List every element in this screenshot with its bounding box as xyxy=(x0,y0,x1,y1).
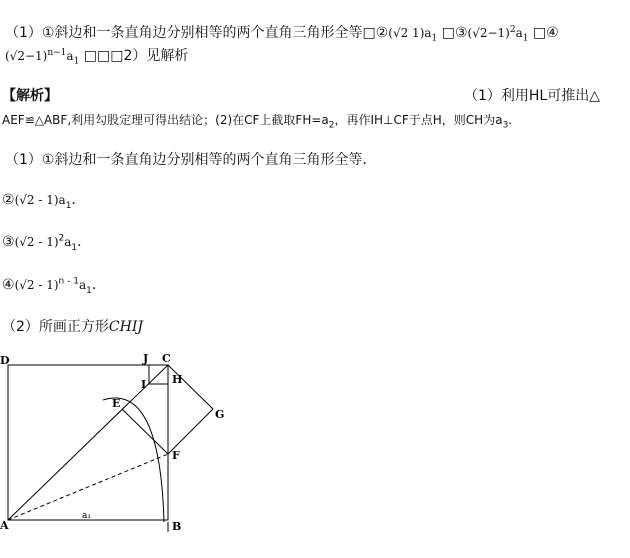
s3-sup: 2 xyxy=(58,233,65,244)
s4-sup: n - 1 xyxy=(58,276,79,287)
label-g: G xyxy=(215,408,225,421)
answer-item2 xyxy=(388,26,438,44)
item4-tail: a xyxy=(66,49,74,63)
answer-item3 xyxy=(467,25,529,44)
s5-name: CHIJ xyxy=(108,319,143,335)
s4-marker: ④ xyxy=(2,277,15,293)
item4-sup: n−1 xyxy=(47,48,67,58)
item2-marker: ② xyxy=(375,25,389,41)
geometry-figure xyxy=(0,352,240,552)
s3-end: ． xyxy=(77,234,92,250)
line-ef xyxy=(122,409,168,454)
solution-line-1: （1）①斜边和一条直角边分别相等的两个直角三角形全等． xyxy=(5,152,377,168)
item2-expr: (√2 1)a xyxy=(388,26,432,40)
s4-tail: a xyxy=(78,278,87,292)
analysis-text-a: AEF≌△ABF,利用勾股定理可得出结论；(2)在CF上截取FH=a xyxy=(2,113,329,127)
arc-centered-a xyxy=(103,398,164,522)
analysis-end: . xyxy=(508,113,513,127)
item4-marker: ④ xyxy=(546,25,559,41)
label-b: B xyxy=(172,520,182,533)
analysis-sub-a: 2 xyxy=(328,120,335,131)
answer-part1-label: （1） xyxy=(5,25,42,41)
answer-part2-label: 2）见解析 xyxy=(123,48,189,64)
s4-sub: 1 xyxy=(86,285,92,296)
s2-marker: ② xyxy=(2,192,15,208)
label-a1: a₁ xyxy=(82,511,91,521)
s5-prefix: （2）所画正方形 xyxy=(2,319,109,335)
solution-line-4 xyxy=(2,276,106,294)
line-gf xyxy=(168,409,213,454)
s3-expr: (√2 - 1) xyxy=(14,235,59,249)
analysis-right-text: （1）利用HL可推出△ xyxy=(464,88,601,104)
answer-item1: ①斜边和一条直角边分别相等的两个直角三角形全等 xyxy=(41,25,363,41)
label-e: E xyxy=(112,397,121,410)
s3-sub: 1 xyxy=(71,242,78,253)
item3-tail: a xyxy=(515,26,523,40)
box-glyph: □ xyxy=(441,25,455,41)
line-cg xyxy=(168,365,213,409)
analysis-sub-b: 3 xyxy=(502,120,509,131)
box-glyph: □ xyxy=(532,25,547,41)
box-glyph: □ xyxy=(83,48,97,64)
box-glyph: □ xyxy=(97,48,111,64)
s2-sub: 1 xyxy=(65,200,72,211)
answer-line-2 xyxy=(5,47,188,65)
answer-line-1 xyxy=(5,24,559,42)
item3-sup: 2 xyxy=(509,25,516,35)
item3-sub: 1 xyxy=(522,33,529,44)
solution-line-2 xyxy=(2,191,85,209)
s4-end: ． xyxy=(91,277,106,293)
item3-expr: (√2−1) xyxy=(467,26,510,40)
s2-end: ． xyxy=(71,192,86,208)
answer-item4 xyxy=(5,48,80,67)
label-h: H xyxy=(172,373,183,386)
solution-line-5 xyxy=(2,318,143,336)
s3-tail: a xyxy=(64,235,72,249)
s3-marker: ③ xyxy=(2,234,15,250)
label-a: A xyxy=(0,519,9,532)
analysis-text-b: ，再作IH⊥CF于点H，则CH为a xyxy=(334,113,503,127)
analysis-line-2 xyxy=(2,111,512,129)
label-c: C xyxy=(162,352,171,365)
s4-expr: (√2 - 1) xyxy=(14,278,59,292)
analysis-header: 【解析】 xyxy=(2,88,58,104)
label-j: J xyxy=(143,352,149,365)
box-glyph: □ xyxy=(110,48,124,64)
solution-line-3 xyxy=(2,233,91,251)
item2-sub: 1 xyxy=(431,33,438,44)
item4-sub: 1 xyxy=(73,56,80,67)
item3-marker: ③ xyxy=(454,25,468,41)
box-glyph: □ xyxy=(362,25,376,41)
label-i: I xyxy=(141,378,147,391)
item4-expr: (√2−1) xyxy=(5,49,48,63)
label-d: D xyxy=(0,354,10,367)
label-f: F xyxy=(172,449,180,462)
s2-expr: (√2 - 1)a xyxy=(14,193,66,207)
